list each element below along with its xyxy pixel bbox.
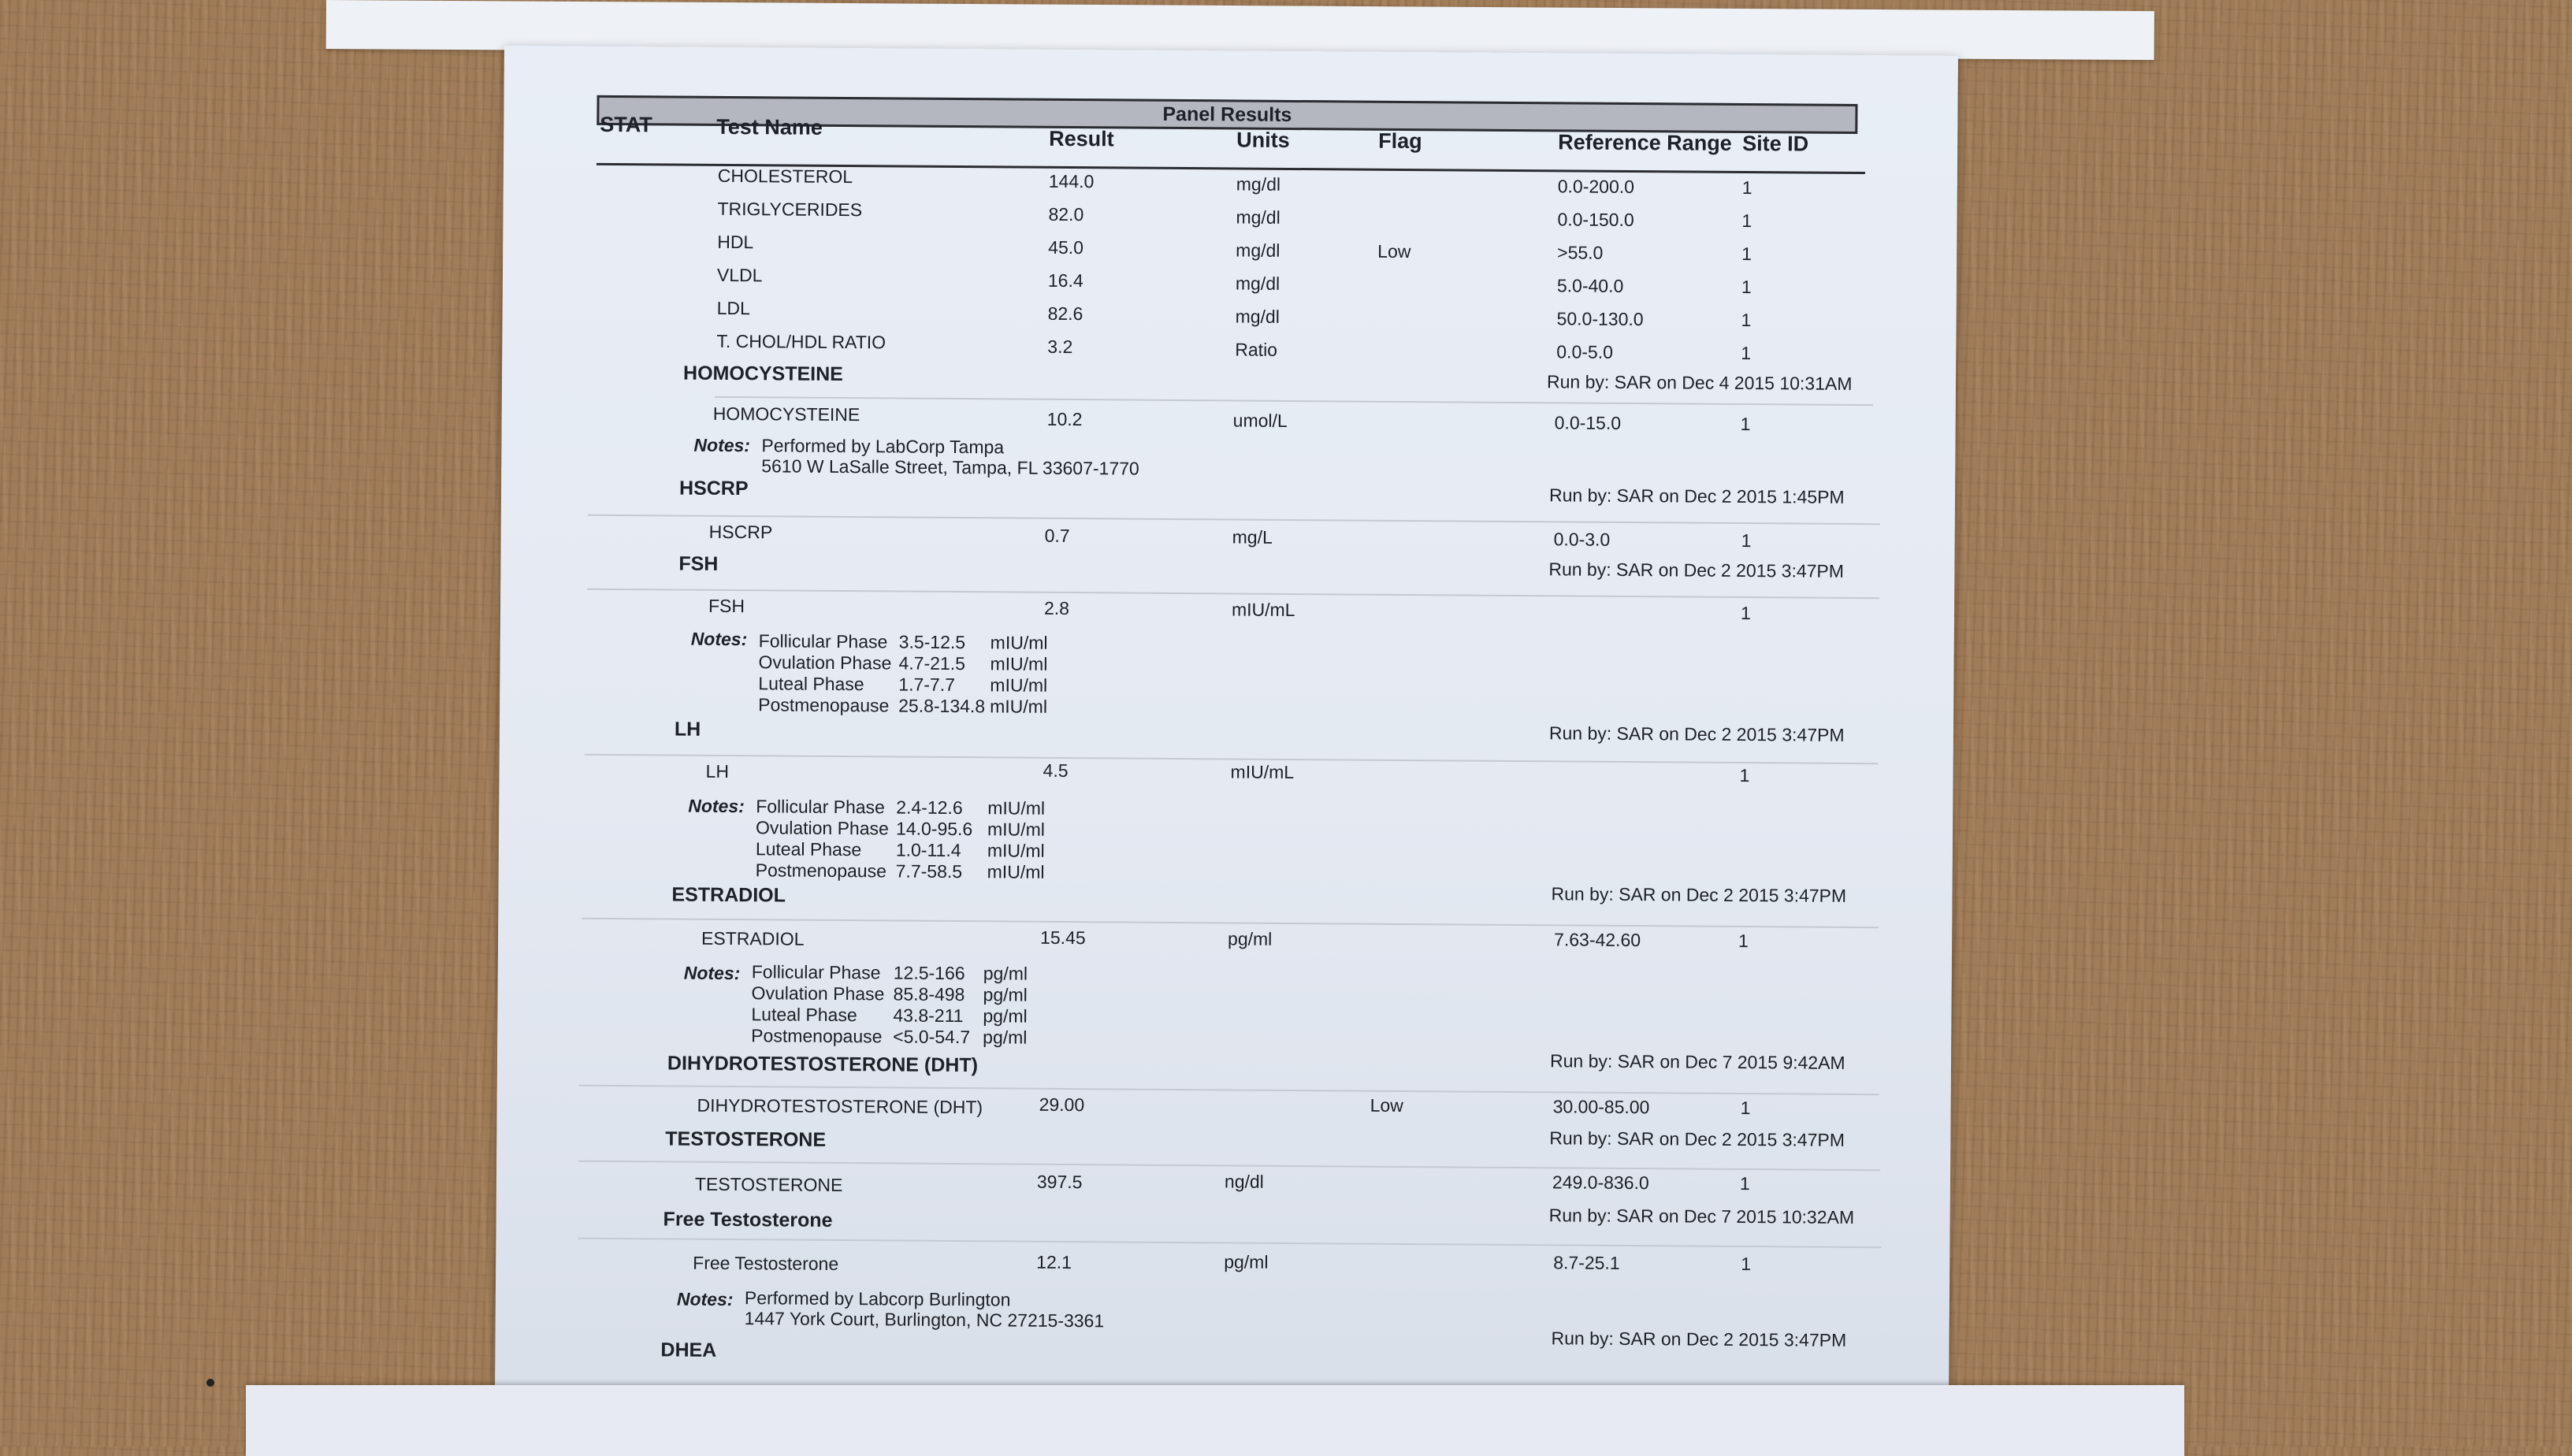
phase-name: Follicular Phase — [751, 961, 881, 983]
phase-name: Luteal Phase — [751, 1004, 857, 1026]
test-name: FSH — [708, 595, 745, 617]
units: mIU/mL — [1230, 761, 1295, 783]
site-id: 1 — [1741, 1253, 1752, 1275]
phase-name: Postmenopause — [755, 860, 887, 882]
section-title-dht: DIHYDROTESTOSTERONE (DHT) — [667, 1052, 979, 1077]
result-value: 12.1 — [1036, 1251, 1072, 1273]
site-id: 1 — [1739, 764, 1750, 786]
test-name: ESTRADIOL — [701, 927, 805, 949]
col-units: Units — [1236, 128, 1290, 152]
reference-range: 0.0-3.0 — [1553, 529, 1611, 550]
phase-unit: mIU/ml — [990, 696, 1048, 717]
test-name: HDL — [717, 231, 754, 253]
phase-unit: mIU/ml — [987, 861, 1045, 882]
phase-name: Luteal Phase — [755, 838, 862, 860]
phase-name: Luteal Phase — [758, 673, 864, 695]
reference-range: 0.0-200.0 — [1557, 176, 1635, 198]
flag: Low — [1377, 240, 1411, 262]
phase-range: 3.5-12.5 — [898, 631, 966, 653]
run-by-free-testosterone: Run by: SAR on Dec 7 2015 10:32AM — [1548, 1205, 1855, 1228]
phase-range: 1.7-7.7 — [898, 674, 956, 696]
section-title-estradiol: ESTRADIOL — [671, 883, 786, 907]
phase-unit: mIU/ml — [987, 819, 1045, 840]
site-id: 1 — [1741, 176, 1752, 199]
phase-range: 4.7-21.5 — [898, 652, 966, 674]
section-divider — [582, 918, 1879, 928]
section-title-testosterone: TESTOSTERONE — [665, 1127, 827, 1151]
reference-range: 0.0-15.0 — [1554, 412, 1622, 433]
result-value: 397.5 — [1036, 1171, 1083, 1193]
phase-unit: mIU/ml — [987, 840, 1045, 861]
test-name: LH — [705, 760, 730, 782]
units: ng/dl — [1224, 1171, 1264, 1192]
site-id: 1 — [1741, 309, 1752, 331]
test-name: HSCRP — [708, 521, 773, 543]
phase-unit: pg/ml — [983, 963, 1028, 984]
section-title-hscrp: HSCRP — [678, 477, 749, 500]
test-name: TRIGLYCERIDES — [717, 198, 863, 221]
reference-range: 7.63-42.60 — [1554, 929, 1641, 951]
notes-label: Notes: — [683, 962, 741, 984]
notes-label: Notes: — [690, 628, 748, 650]
run-by-fsh: Run by: SAR on Dec 2 2015 3:47PM — [1548, 559, 1845, 581]
run-by-homocysteine: Run by: SAR on Dec 4 2015 10:31AM — [1546, 371, 1853, 394]
units: mIU/mL — [1231, 599, 1295, 621]
result-value: 4.5 — [1043, 760, 1069, 782]
col-flag: Flag — [1378, 128, 1422, 154]
units: pg/ml — [1224, 1251, 1269, 1272]
run-by-lh: Run by: SAR on Dec 2 2015 3:47PM — [1548, 722, 1845, 745]
result-value: 2.8 — [1043, 597, 1070, 619]
test-name: TESTOSTERONE — [694, 1173, 843, 1196]
section-title-homocysteine: HOMOCYSTEINE — [683, 362, 843, 386]
site-id: 1 — [1741, 342, 1752, 364]
phase-unit: mIU/ml — [990, 632, 1048, 653]
notes-label: Notes: — [693, 434, 751, 456]
result-value: 0.7 — [1044, 525, 1070, 547]
units: mg/dl — [1236, 206, 1280, 228]
site-id: 1 — [1739, 1172, 1750, 1194]
test-name: CHOLESTEROL — [717, 165, 853, 188]
debris-speck — [206, 1379, 214, 1387]
phase-range: 2.4-12.6 — [896, 797, 963, 819]
run-by-dhea: Run by: SAR on Dec 2 2015 3:47PM — [1551, 1328, 1847, 1350]
col-stat: STAT — [600, 112, 652, 137]
panel-results-banner: Panel Results — [597, 95, 1857, 134]
section-title-free-testosterone: Free Testosterone — [663, 1208, 833, 1231]
units: mg/dl — [1236, 240, 1280, 261]
col-test-name: Test Name — [716, 114, 823, 139]
flag: Low — [1370, 1094, 1403, 1116]
test-name: DIHYDROTESTOSTERONE (DHT) — [697, 1094, 983, 1118]
phase-unit: mIU/ml — [990, 653, 1048, 674]
adjacent-page-bottom — [246, 1385, 2184, 1456]
run-by-estradiol: Run by: SAR on Dec 2 2015 3:47PM — [1551, 883, 1847, 906]
note-line: Performed by Labcorp Burlington — [744, 1287, 1011, 1310]
units: mg/dl — [1235, 273, 1280, 294]
lab-report-page — [495, 46, 1958, 1428]
reference-range: 50.0-130.0 — [1556, 308, 1644, 330]
phase-range: 43.8-211 — [893, 1005, 964, 1027]
result-value: 144.0 — [1048, 170, 1095, 192]
phase-range: 12.5-166 — [893, 962, 965, 984]
section-title-dhea: DHEA — [660, 1339, 717, 1361]
reference-range: 249.0-836.0 — [1552, 1172, 1649, 1194]
phase-name: Postmenopause — [758, 694, 890, 716]
reference-range: >55.0 — [1557, 242, 1604, 263]
result-value: 29.00 — [1039, 1094, 1085, 1116]
site-id: 1 — [1741, 529, 1752, 552]
notes-label: Notes: — [688, 795, 745, 817]
table-row — [496, 1251, 1949, 1293]
phase-range: 7.7-58.5 — [895, 860, 963, 882]
site-id: 1 — [1741, 276, 1752, 298]
section-divider — [578, 1161, 1880, 1172]
units: mg/L — [1232, 526, 1273, 548]
result-value: 3.2 — [1047, 336, 1073, 358]
phase-name: Ovulation Phase — [758, 652, 892, 674]
units: mg/dl — [1236, 173, 1281, 195]
site-id: 1 — [1740, 1097, 1751, 1119]
test-name: Free Testosterone — [693, 1252, 839, 1274]
result-value: 45.0 — [1048, 236, 1084, 258]
result-value: 82.6 — [1047, 303, 1083, 325]
phase-unit: pg/ml — [983, 1027, 1028, 1048]
section-divider — [578, 1238, 1881, 1249]
test-name: HOMOCYSTEINE — [712, 403, 860, 425]
table-row — [501, 520, 1955, 562]
section-divider — [579, 1085, 1879, 1096]
run-by-dht: Run by: SAR on Dec 7 2015 9:42AM — [1549, 1050, 1845, 1073]
phase-range: 85.8-498 — [893, 983, 965, 1005]
result-value: 10.2 — [1046, 408, 1083, 430]
section-title-fsh: FSH — [678, 552, 719, 575]
phase-range: 25.8-134.8 — [898, 695, 986, 717]
reference-range: 30.00-85.00 — [1552, 1096, 1650, 1118]
test-name: VLDL — [716, 264, 763, 286]
units: mg/dl — [1235, 306, 1280, 327]
phase-name: Ovulation Phase — [755, 817, 889, 839]
col-site-id: Site ID — [1742, 131, 1809, 156]
phase-name: Follicular Phase — [758, 630, 888, 652]
note-line: Performed by LabCorp Tampa — [761, 435, 1005, 458]
test-name: LDL — [716, 297, 750, 319]
result-value: 16.4 — [1047, 269, 1083, 292]
phase-unit: pg/ml — [983, 984, 1028, 1005]
units: umol/L — [1232, 410, 1288, 431]
phase-range: <5.0-54.7 — [893, 1026, 971, 1048]
phase-range: 1.0-11.4 — [895, 839, 961, 861]
reference-range: 0.0-5.0 — [1556, 341, 1614, 362]
col-reference-range: Reference Range — [1558, 130, 1732, 155]
note-line: 5610 W LaSalle Street, Tampa, FL 33607-1770 — [761, 455, 1139, 479]
site-id: 1 — [1738, 930, 1749, 952]
units: pg/ml — [1228, 928, 1273, 949]
run-by-testosterone: Run by: SAR on Dec 2 2015 3:47PM — [1549, 1127, 1845, 1150]
phase-unit: pg/ml — [983, 1005, 1028, 1027]
section-title-lh: LH — [674, 718, 701, 741]
phase-range: 14.0-95.6 — [895, 818, 973, 840]
phase-name: Follicular Phase — [756, 796, 885, 818]
run-by-hscrp: Run by: SAR on Dec 2 2015 1:45PM — [1548, 485, 1845, 507]
phase-name: Ovulation Phase — [751, 982, 885, 1005]
result-value: 82.0 — [1048, 203, 1084, 225]
col-result: Result — [1049, 126, 1114, 151]
phase-unit: mIU/ml — [987, 797, 1046, 819]
notes-label: Notes: — [676, 1288, 734, 1310]
test-name: T. CHOL/HDL RATIO — [716, 330, 886, 353]
note-line: 1447 York Court, Burlington, NC 27215-3361 — [744, 1308, 1105, 1332]
reference-range: 0.0-150.0 — [1557, 209, 1634, 231]
reference-range: 8.7-25.1 — [1553, 1252, 1620, 1273]
site-id: 1 — [1740, 602, 1751, 624]
site-id: 1 — [1741, 243, 1752, 265]
result-value: 15.45 — [1040, 927, 1086, 949]
units: Ratio — [1235, 339, 1278, 360]
reference-range: 5.0-40.0 — [1556, 275, 1624, 296]
site-id: 1 — [1741, 210, 1752, 232]
phase-unit: mIU/ml — [990, 674, 1048, 696]
phase-name: Postmenopause — [751, 1025, 883, 1047]
site-id: 1 — [1740, 413, 1751, 435]
